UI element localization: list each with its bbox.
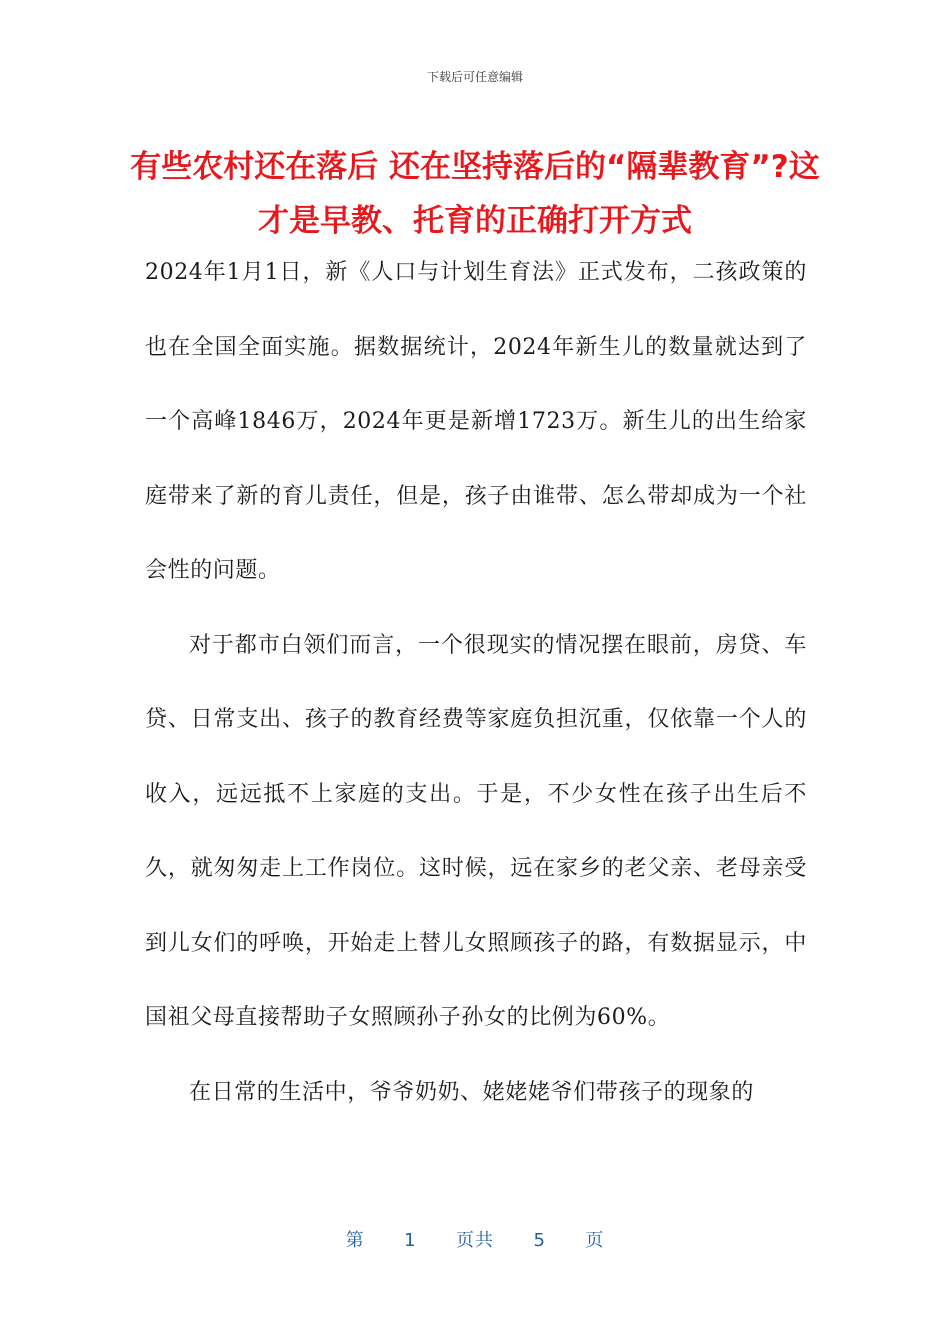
document-body <box>145 236 807 1130</box>
footer-suffix: 页 <box>585 1230 605 1251</box>
paragraph-2: 对于都市白领们而言，一个很现实的情况摆在眼前，房贷、车贷、日常支出、孩子的教育经费等家庭负担沉重，仅依靠一个人的收入，远远抵不上家庭的支出。于是，不少女性在孩子出生后不久，就匆匆走上工作岗位。这时候，远在家乡的老父亲、老母亲受到儿女们的呼唤，开始走上替儿女照顾孩子的路，有数据显示，中国祖父母直接帮助子女照顾孙子孙女的比例为60%。 <box>145 632 807 1030</box>
document-title: 有些农村还在落后 还在坚持落后的“隔辈教育”?这才是早教、托育的正确打开方式 <box>130 149 820 239</box>
footer-middle: 页共 <box>456 1230 494 1251</box>
footer-page-number: 1 <box>404 1230 417 1251</box>
footer-prefix: 第 <box>345 1230 365 1251</box>
header-note: 下载后可任意编辑 <box>426 70 523 84</box>
paragraph-3: 在日常的生活中，爷爷奶奶、姥姥姥爷们带孩子的现象的 <box>189 1079 755 1105</box>
footer-total-pages: 5 <box>533 1230 546 1251</box>
paragraph-1: 2024年1月1日，新《人口与计划生育法》正式发布，二孩政策的也在全国全面实施。据数据统计，2024年新生儿的数量就达到了一个高峰1846万，2024年更是新增1723万。新生儿的出生给家庭带来了新的育儿责任，但是，孩子由谁带、怎么带却成为一个社会性的问题。 <box>145 260 807 583</box>
page-footer <box>0 1226 950 1252</box>
